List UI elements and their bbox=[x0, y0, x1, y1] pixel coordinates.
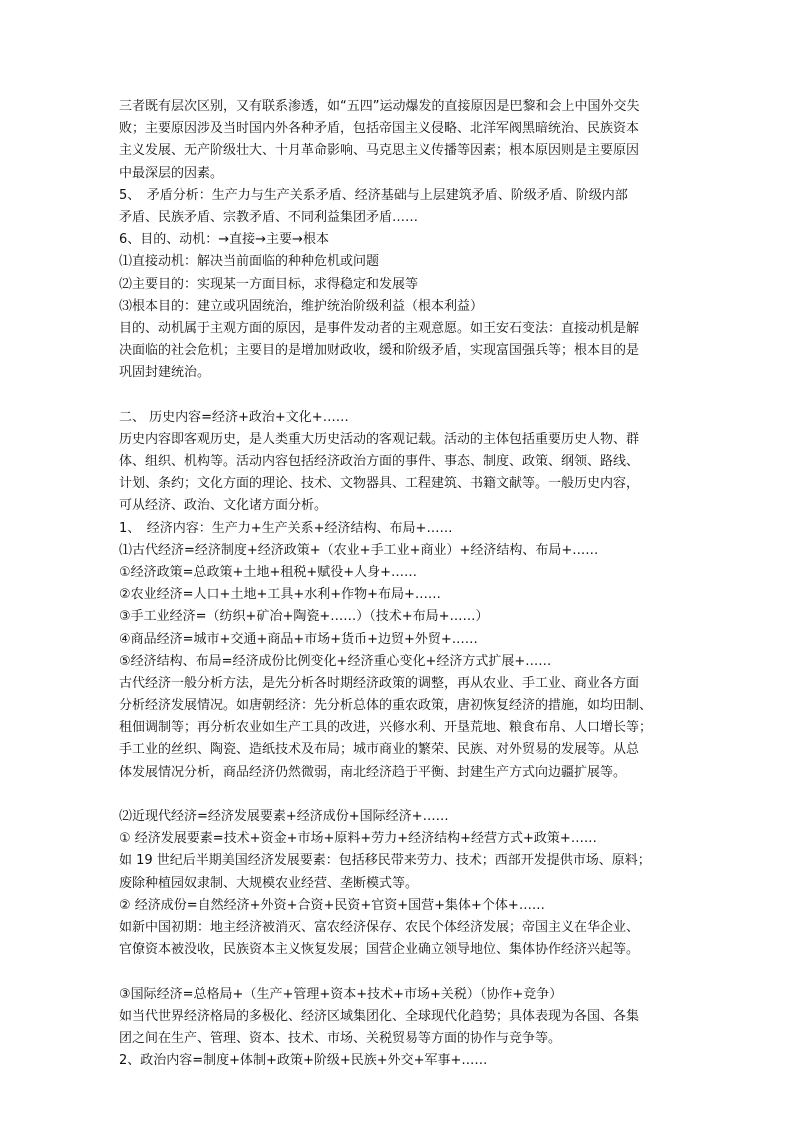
list-item: ① 经济发展要素=技术+资金+市场+原料+劳力+经济结构+经营方式+政策+…… bbox=[119, 831, 597, 847]
text-line: 可从经济、政治、文化诸方面分析。 bbox=[119, 498, 328, 514]
list-item: ②农业经济=人口+土地+工具+水利+作物+布局+…… bbox=[119, 587, 441, 603]
section-heading: 二、 历史内容=经济+政治+文化+…… bbox=[119, 409, 349, 425]
list-item: ③手工业经济=（纺织+矿冶+陶瓷+……）（技术+布局+……） bbox=[119, 609, 489, 625]
text-line: 矛盾、民族矛盾、宗教矛盾、不同利益集团矛盾…… bbox=[119, 209, 419, 225]
document-body bbox=[119, 96, 679, 1072]
text-line: 废除种植园奴隶制、大规模农业经营、垄断模式等。 bbox=[119, 875, 419, 891]
text-line: 官僚资本被没收，民族资本主义恢复发展；国营企业确立领导地位、集体协作经济兴起等。 bbox=[119, 942, 640, 958]
list-item: ⑤经济结构、布局=经济成份比例变化+经济重心变化+经济方式扩展+…… bbox=[119, 653, 552, 669]
text-line: 目的、动机属于主观方面的原因，是事件发动者的主观意愿。如王安石变法：直接动机是解 bbox=[119, 320, 640, 336]
list-item: ⑵近现代经济=经济发展要素+经济成份+国际经济+…… bbox=[119, 809, 449, 824]
text-line: 分析经济发展情况。如唐朝经济：先分析总体的重农政策，唐初恢复经济的措施，如均田制、 bbox=[119, 698, 653, 714]
section-heading: 6、目的、动机：→直接→主要→根本 bbox=[119, 232, 329, 248]
text-line: 如新中国初期：地主经济被消灭、富农经济保存、农民个体经济发展；帝国主义在华企业、 bbox=[119, 919, 640, 935]
text-line: 手工业的丝织、陶瓷、造纸技术及布局；城市商业的繁荣、民族、对外贸易的发展等。从总 bbox=[119, 742, 640, 758]
blank-line bbox=[119, 961, 679, 983]
list-item: ⑵主要目的：实现某一方面目标，求得稳定和发展等 bbox=[119, 276, 419, 292]
text-line: 败；主要原因涉及当时国内外各种矛盾，包括帝国主义侵略、北洋军阀黑暗统治、民族资本 bbox=[119, 121, 640, 137]
list-item: ④商品经济=城市+交通+商品+市场+货币+边贸+外贸+…… bbox=[119, 631, 478, 647]
text-line: 中最深层的因素。 bbox=[119, 165, 224, 181]
text-line: 团之间在生产、管理、资本、技术、市场、关税贸易等方面的协作与竞争等。 bbox=[119, 1030, 562, 1046]
text-line: 体发展情况分析，商品经济仍然微弱，南北经济趋于平衡、封建生产方式向边疆扩展等。 bbox=[119, 764, 627, 780]
blank-line bbox=[119, 784, 679, 806]
section-heading: 2、政治内容=制度+体制+政策+阶级+民族+外交+军事+…… bbox=[119, 1053, 488, 1069]
list-item: ①经济政策=总政策+土地+租税+赋役+人身+…… bbox=[119, 564, 418, 580]
list-item: ⑴古代经济=经济制度+经济政策+（农业+手工业+商业）+经济结构、布局+…… bbox=[119, 542, 599, 558]
list-item: ⑶根本目的：建立或巩固统治，维护统治阶级利益（根本利益） bbox=[119, 298, 484, 314]
text-line: 历史内容即客观历史，是人类重大历史活动的客观记载。活动的主体包括重要历史人物、群 bbox=[119, 431, 640, 447]
text-line: 古代经济一般分析方法，是先分析各时期经济政策的调整，再从农业、手工业、商业各方面 bbox=[119, 675, 640, 691]
text-line: 巩固封建统治。 bbox=[119, 365, 211, 381]
text-line: 计划、条约；文化方面的理论、技术、文物器具、工程建筑、书籍文献等。一般历史内容， bbox=[119, 476, 640, 492]
text-line: 决面临的社会危机；主要目的是增加财政收，缓和阶级矛盾，实现富国强兵等；根本目的是 bbox=[119, 343, 640, 359]
text-line: 如当代世界经济格局的多极化、经济区域集团化、全球现代化趋势；具体表现为各国、各集 bbox=[119, 1008, 640, 1024]
list-item: ③国际经济=总格局+（生产+管理+资本+技术+市场+关税）（协作+竞争） bbox=[119, 986, 563, 1002]
list-item: ② 经济成份=自然经济+外资+合资+民资+官资+国营+集体+个体+…… bbox=[119, 897, 545, 913]
text-line: 如 19 世纪后半期美国经济发展要素：包括移民带来劳力、技术；西部开发提供市场、原料； bbox=[119, 853, 651, 869]
text-line: 三者既有层次区别，又有联系渗透，如“五四”运动爆发的直接原因是巴黎和会上中国外交失 bbox=[119, 99, 640, 114]
text-line: 体、组织、机构等。活动内容包括经济政治方面的事件、事态、制度、政策、纲领、路线、 bbox=[119, 454, 640, 469]
section-heading: 5、 矛盾分析：生产力与生产关系矛盾、经济基础与上层建筑矛盾、阶级矛盾、阶级内部 bbox=[119, 187, 628, 203]
blank-line bbox=[119, 384, 679, 406]
section-heading: 1、 经济内容：生产力+生产关系+经济结构、布局+…… bbox=[119, 520, 453, 536]
text-line: 租佃调制等；再分析农业如生产工具的改进，兴修水利、开垦荒地、粮食布帛、人口增长等； bbox=[119, 720, 653, 736]
text-line: 主义发展、无产阶级壮大、十月革命影响、马克思主义传播等因素；根本原因则是主要原因 bbox=[119, 143, 640, 159]
list-item: ⑴直接动机：解决当前面临的种种危机或问题 bbox=[119, 254, 380, 270]
